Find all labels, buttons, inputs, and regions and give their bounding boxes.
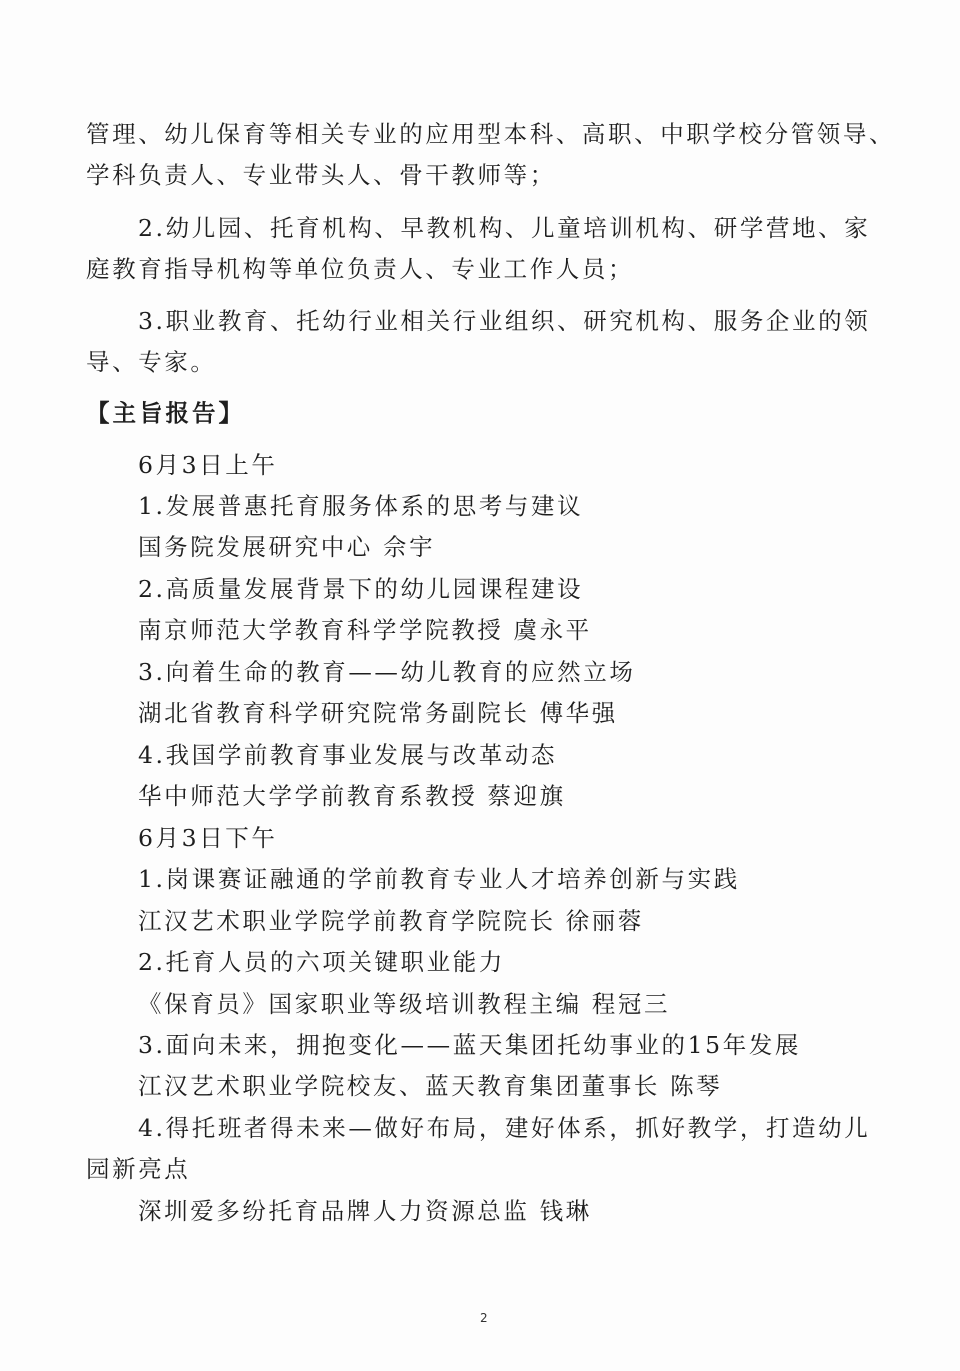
morning-talk-3-speaker: 湖北省教育科学研究院常务副院长 傅华强 (138, 699, 618, 727)
participants-item3-line2: 导、专家。 (86, 348, 217, 376)
afternoon-talk-4-title-line1: 4.得托班者得未来—做好布局，建好体系，抓好教学，打造幼儿 (138, 1114, 871, 1142)
participants-item2-line1: 2.幼儿园、托育机构、早教机构、儿童培训机构、研学营地、家 (138, 214, 871, 242)
keynote-heading: 【主旨报告】 (86, 399, 245, 427)
afternoon-talk-3-title: 3.面向未来，拥抱变化——蓝天集团托幼事业的15年发展 (138, 1031, 802, 1059)
afternoon-talk-4-title-line2: 园新亮点 (86, 1155, 191, 1183)
participants-item1-continuation-line2: 学科负责人、专业带头人、骨干教师等； (86, 161, 556, 189)
participants-item1-continuation-line1: 管理、幼儿保育等相关专业的应用型本科、高职、中职学校分管领导、 (86, 120, 896, 148)
participants-item2-line2: 庭教育指导机构等单位负责人、专业工作人员； (86, 255, 635, 283)
morning-session-label: 6月3日上午 (138, 451, 278, 479)
morning-talk-2-speaker: 南京师范大学教育科学学院教授 虞永平 (138, 616, 592, 644)
morning-talk-1-title: 1.发展普惠托育服务体系的思考与建议 (138, 492, 584, 520)
morning-talk-4-speaker: 华中师范大学学前教育系教授 蔡迎旗 (138, 782, 566, 810)
afternoon-talk-1-title: 1.岗课赛证融通的学前教育专业人才培养创新与实践 (138, 865, 740, 893)
afternoon-talk-3-speaker: 江汉艺术职业学院校友、蓝天教育集团董事长 陈琴 (138, 1072, 723, 1100)
morning-talk-2-title: 2.高质量发展背景下的幼儿园课程建设 (138, 575, 584, 603)
afternoon-talk-2-title: 2.托育人员的六项关键职业能力 (138, 948, 505, 976)
participants-item3-line1: 3.职业教育、托幼行业相关行业组织、研究机构、服务企业的领 (138, 307, 871, 335)
afternoon-session-label: 6月3日下午 (138, 824, 278, 852)
morning-talk-4-title: 4.我国学前教育事业发展与改革动态 (138, 741, 558, 769)
morning-talk-1-speaker: 国务院发展研究中心 佘宇 (138, 533, 436, 561)
afternoon-talk-1-speaker: 江汉艺术职业学院学前教育学院院长 徐丽蓉 (138, 907, 644, 935)
morning-talk-3-title: 3.向着生命的教育——幼儿教育的应然立场 (138, 658, 636, 686)
page-number: 2 (480, 1311, 488, 1325)
afternoon-talk-4-speaker: 深圳爱多纷托育品牌人力资源总监 钱琳 (138, 1197, 592, 1225)
afternoon-talk-2-speaker: 《保育员》国家职业等级培训教程主编 程冠三 (138, 990, 671, 1018)
